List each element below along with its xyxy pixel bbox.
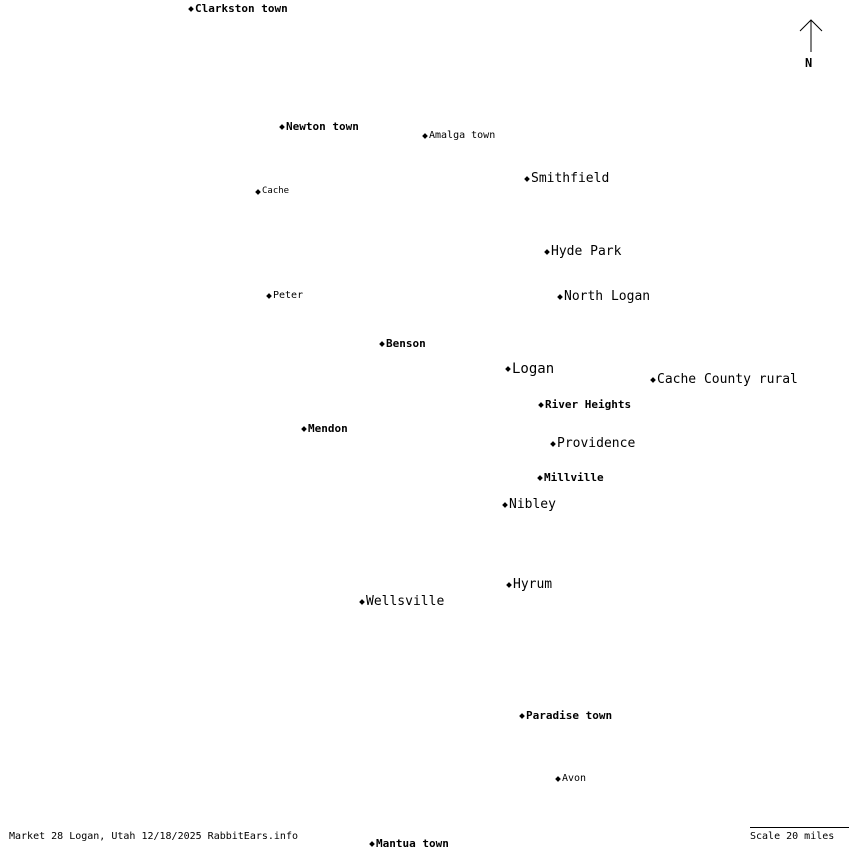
place-label: Clarkston town: [195, 2, 288, 15]
place-avon: [556, 774, 586, 784]
place-peter: [267, 291, 303, 301]
place-benson: [380, 338, 426, 349]
place-label: Mendon: [308, 422, 348, 435]
place-marker-icon: [650, 377, 656, 383]
place-marker-icon: [266, 293, 272, 299]
place-providence: [551, 437, 635, 450]
place-marker-icon: [519, 713, 525, 719]
place-nibley: [503, 498, 556, 511]
place-smithfield: [525, 172, 609, 185]
place-cache: [256, 187, 289, 196]
place-label: Nibley: [509, 497, 556, 512]
scale-label: Scale 20 miles: [750, 831, 835, 842]
place-marker-icon: [301, 426, 307, 432]
place-amalga-town: [423, 131, 495, 141]
place-cache-county-rural: [651, 373, 798, 386]
place-label: Newton town: [286, 120, 359, 133]
place-marker-icon: [538, 402, 544, 408]
place-label: Cache: [262, 186, 290, 196]
place-river-heights: [539, 399, 631, 410]
place-north-logan: [558, 290, 650, 303]
place-marker-icon: [379, 341, 385, 347]
place-marker-icon: [524, 176, 530, 182]
place-label: Cache County rural: [657, 372, 798, 387]
place-marker-icon: [279, 124, 285, 130]
place-label: Paradise town: [526, 709, 613, 722]
place-marker-icon: [359, 599, 365, 605]
north-label: N: [805, 56, 813, 70]
map-caption: Market 28 Logan, Utah 12/18/2025 RabbitEars.info: [9, 831, 298, 842]
place-label: Avon: [562, 773, 587, 784]
scale-bar: [750, 827, 849, 828]
place-label: Millville: [544, 471, 604, 484]
place-label: Benson: [386, 337, 426, 350]
place-paradise-town: [520, 710, 612, 721]
place-newton-town: [280, 121, 359, 132]
place-marker-icon: [255, 189, 261, 195]
place-marker-icon: [502, 502, 508, 508]
place-mendon: [302, 423, 348, 434]
place-marker-icon: [544, 249, 550, 255]
place-label: Wellsville: [366, 594, 445, 609]
place-millville: [538, 472, 604, 483]
place-label: Amalga town: [429, 130, 496, 141]
place-marker-icon: [505, 366, 511, 372]
place-logan: [506, 362, 554, 376]
place-clarkston-town: [189, 3, 288, 14]
place-marker-icon: [555, 776, 561, 782]
place-marker-icon: [537, 475, 543, 481]
place-label: Logan: [512, 361, 555, 377]
place-label: River Heights: [545, 398, 632, 411]
place-marker-icon: [422, 133, 428, 139]
place-marker-icon: [506, 582, 512, 588]
place-hyrum: [507, 578, 552, 591]
place-label: Hyde Park: [551, 244, 622, 259]
place-mantua-town: [370, 838, 449, 849]
place-label: Peter: [273, 290, 304, 301]
place-wellsville: [360, 595, 444, 608]
place-label: Mantua town: [376, 837, 449, 850]
place-label: Smithfield: [531, 171, 610, 186]
place-marker-icon: [369, 841, 375, 847]
place-hyde-park: [545, 245, 621, 258]
place-label: North Logan: [564, 289, 651, 304]
place-label: Providence: [557, 436, 636, 451]
place-marker-icon: [550, 441, 556, 447]
place-label: Hyrum: [513, 577, 553, 592]
place-marker-icon: [188, 6, 194, 12]
place-marker-icon: [557, 294, 563, 300]
